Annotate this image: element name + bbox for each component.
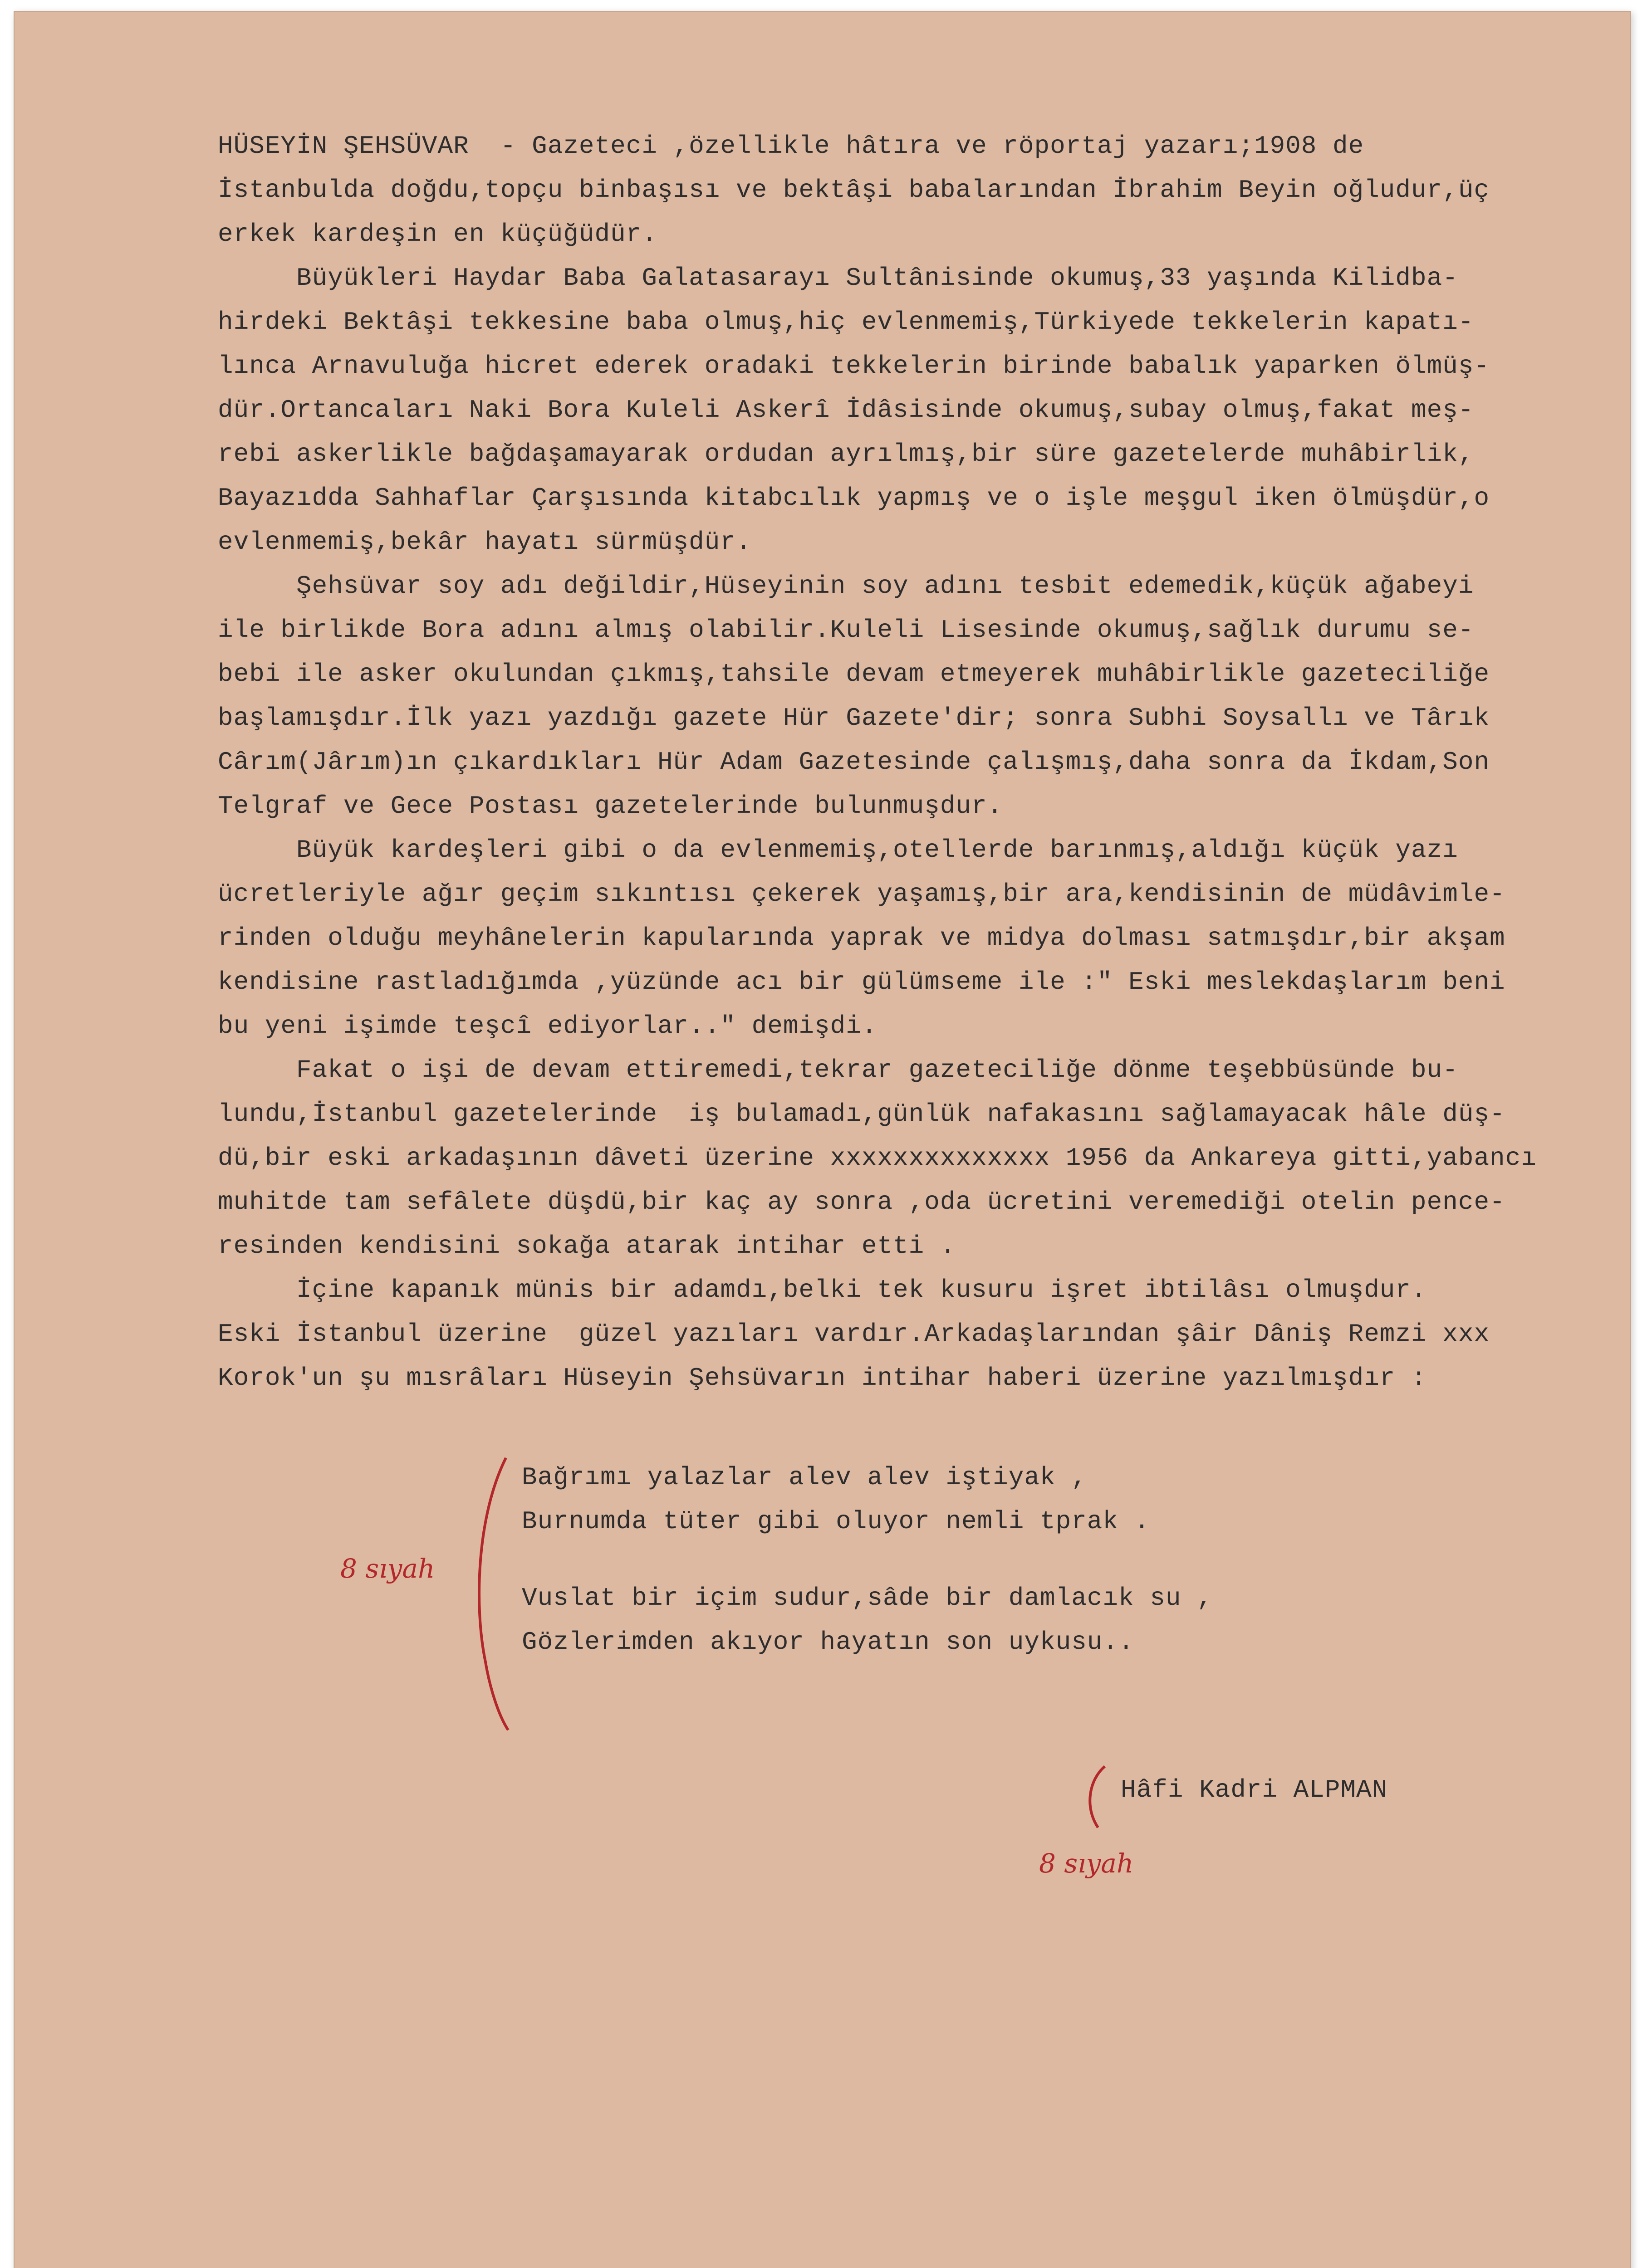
text-line: ücretleriyle ağır geçim sıkıntısı çekerek yaşamış,bir ara,kendisinin de müdâvimle- bbox=[218, 880, 1505, 909]
signature-bracket bbox=[1090, 1766, 1105, 1828]
text-line: Cârım(Jârım)ın çıkardıkları Hür Adam Gazetesinde çalışmış,daha sonra da İkdam,Son bbox=[218, 748, 1490, 777]
poem-margin-note: 8 sıyah bbox=[340, 1553, 435, 1584]
text-line: evlenmemiş,bekâr hayatı sürmüşdür. bbox=[218, 528, 752, 557]
text-line: dür.Ortancaları Naki Bora Kuleli Askerî İdâsisinde okumuş,subay olmuş,fakat meş- bbox=[218, 396, 1474, 425]
text-line: muhitde tam sefâlete düşdü,bir kaç ay sonra ,oda ücretini veremediği otelin pence- bbox=[218, 1188, 1505, 1217]
text-line: Telgraf ve Gece Postası gazetelerinde bulunmuşdur. bbox=[218, 792, 1003, 821]
poem-bracket bbox=[479, 1458, 508, 1730]
signature-note: 8 sıyah bbox=[1039, 1848, 1134, 1879]
poem-line: Burnumda tüter gibi oluyor nemli tprak . bbox=[522, 1507, 1150, 1536]
poem-line: Bağrımı yalazlar alev alev iştiyak , bbox=[522, 1463, 1087, 1492]
text-line: Bayazıdda Sahhaflar Çarşısında kitabcılık yapmış ve o işle meşgul iken ölmüşdür,o bbox=[218, 484, 1490, 513]
text-line: erkek kardeşin en küçüğüdür. bbox=[218, 220, 657, 249]
text-line: bu yeni işimde teşcî ediyorlar.." demişdi. bbox=[218, 1012, 877, 1041]
text-line: başlamışdır.İlk yazı yazdığı gazete Hür Gazete'dir; sonra Subhi Soysallı ve Târık bbox=[218, 704, 1490, 733]
text-line: İçine kapanık münis bir adamdı,belki tek kusuru işret ibtilâsı olmuşdur. bbox=[218, 1276, 1427, 1305]
typed-page bbox=[14, 11, 1631, 2268]
signature: Hâfi Kadri ALPMAN bbox=[1121, 1775, 1388, 1804]
text-line: resinden kendisini sokağa atarak intihar etti . bbox=[218, 1232, 956, 1261]
text-line: ile birlikde Bora adını almış olabilir.Kuleli Lisesinde okumuş,sağlık durumu se- bbox=[218, 616, 1474, 645]
text-line: Fakat o işi de devam ettiremedi,tekrar gazeteciliğe dönme teşebbüsünde bu- bbox=[218, 1056, 1458, 1085]
poem-line: Gözlerimden akıyor hayatın son uykusu.. bbox=[522, 1628, 1134, 1657]
text-line: hirdeki Bektâşi tekkesine baba olmuş,hiç evlenmemiş,Türkiyede tekkelerin kapatı- bbox=[218, 308, 1474, 337]
text-line: İstanbulda doğdu,topçu binbaşısı ve bektâşi babalarından İbrahim Beyin oğludur,üç bbox=[218, 176, 1490, 205]
text-line: Eski İstanbul üzerine güzel yazıları vardır.Arkadaşlarından şâir Dâniş Remzi xxx bbox=[218, 1320, 1490, 1349]
text-line: rinden olduğu meyhânelerin kapularında yaprak ve midya dolması satmışdır,bir akşam bbox=[218, 924, 1505, 953]
poem-line: Vuslat bir içim sudur,sâde bir damlacık su , bbox=[522, 1584, 1213, 1613]
text-line: HÜSEYİN ŞEHSÜVAR - Gazeteci ,özellikle hâtıra ve röportaj yazarı;1908 de bbox=[218, 132, 1364, 161]
text-line: Şehsüvar soy adı değildir,Hüseyinin soy adını tesbit edemedik,küçük ağabeyi bbox=[218, 572, 1474, 601]
text-line: bebi ile asker okulundan çıkmış,tahsile devam etmeyerek muhâbirlikle gazeteciliğe bbox=[218, 660, 1490, 689]
text-line: kendisine rastladığımda ,yüzünde acı bir gülümseme ile :" Eski meslekdaşlarım beni bbox=[218, 968, 1505, 997]
text-line: Büyük kardeşleri gibi o da evlenmemiş,otellerde barınmış,aldığı küçük yazı bbox=[218, 836, 1458, 865]
text-line: rebi askerlikle bağdaşamayarak ordudan ayrılmış,bir süre gazetelerde muhâbirlik, bbox=[218, 440, 1474, 469]
text-line: Korok'un şu mısrâları Hüseyin Şehsüvarın intihar haberi üzerine yazılmışdır : bbox=[218, 1364, 1427, 1393]
red-pencil-marks bbox=[14, 11, 1631, 2268]
text-line: dü,bir eski arkadaşının dâveti üzerine xxxxxxxxxxxxxx 1956 da Ankareya gitti,yabancı bbox=[218, 1144, 1537, 1173]
text-line: lınca Arnavuluğa hicret ederek oradaki tekkelerin birinde babalık yaparken ölmüş- bbox=[218, 352, 1490, 381]
text-line: lundu,İstanbul gazetelerinde iş bulamadı,günlük nafakasını sağlamayacak hâle düş- bbox=[218, 1100, 1505, 1129]
text-line: Büyükleri Haydar Baba Galatasarayı Sultânisinde okumuş,33 yaşında Kilidba- bbox=[218, 264, 1458, 293]
